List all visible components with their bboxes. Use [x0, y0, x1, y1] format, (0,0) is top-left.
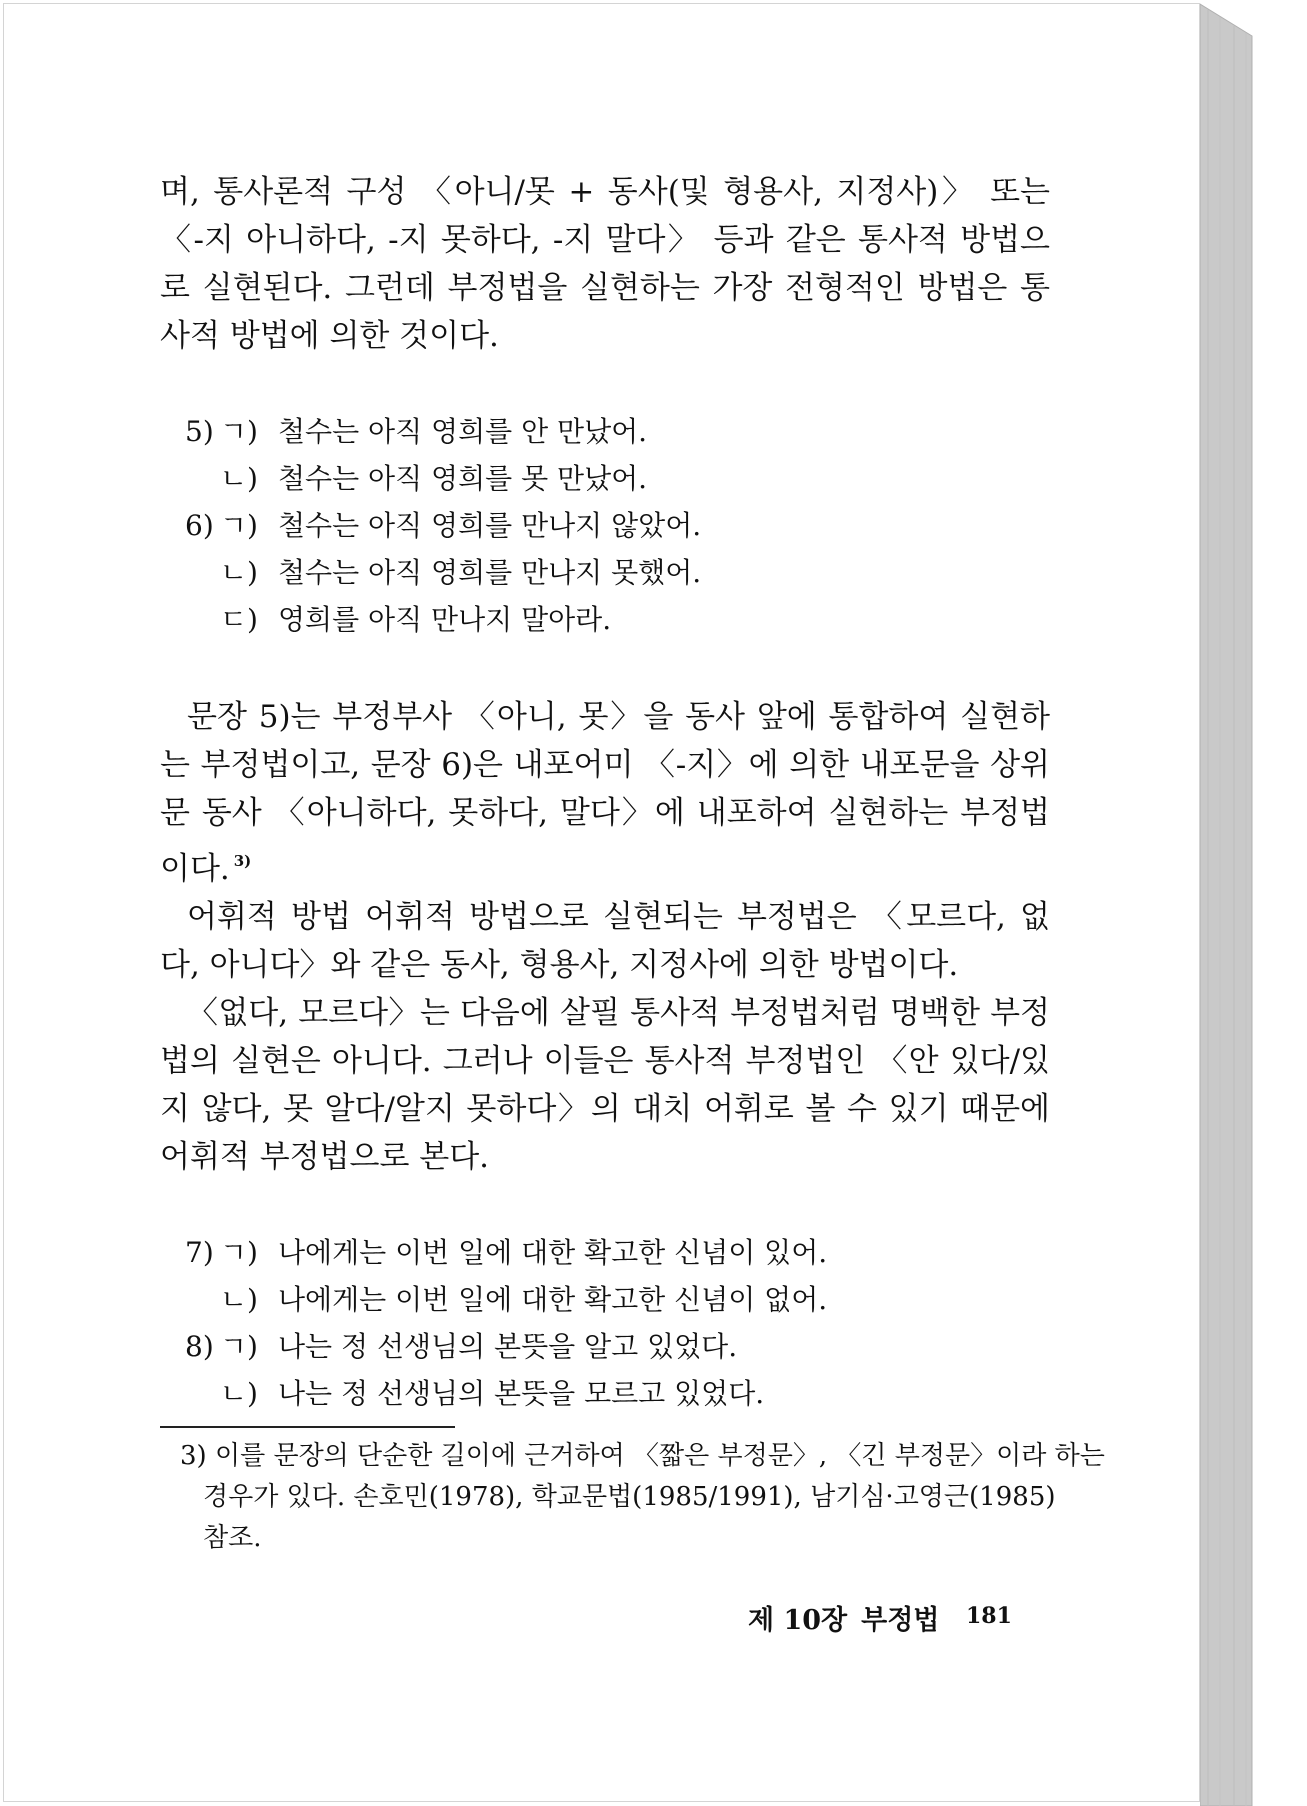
body-text — [160, 168, 1050, 1417]
paragraph-intro: 며, 통사론적 구성 〈아니/못 + 동사(및 형용사, 지정사)〉 또는 〈-지 아니하다, -지 못하다, -지 말다〉 등과 같은 통사적 방법으로 실현된다. 그런데 부정법을 실현하는 가장 전형적인 방법은 통사적 방법에 의한 것이다. — [160, 174, 1050, 354]
example-marker: ㄱ) — [220, 1236, 258, 1269]
example-sentence: 나에게는 이번 일에 대한 확고한 신념이 없어. — [278, 1283, 828, 1316]
paragraph-lexical-negation: 〈없다, 모르다〉는 다음에 살필 통사적 부정법처럼 명백한 부정법의 실현은 아니다. 그러나 이들은 통사적 부정법인 〈안 있다/있지 않다, 못 알다/알지 못하다〉의 대치 어휘로 볼 수 있기 때문에 어휘적 부정법으로 본다. — [160, 995, 1050, 1175]
example-sentence: 철수는 아직 영희를 안 만났어. — [278, 415, 648, 448]
example-list-7-8 — [160, 1229, 1050, 1417]
example-number: 6) — [185, 509, 214, 542]
example-number: 5) — [185, 415, 214, 448]
example-item — [160, 1370, 1050, 1417]
example-marker: ㄴ) — [220, 1377, 258, 1410]
example-number: 7) — [185, 1236, 214, 1269]
running-footer — [748, 1598, 953, 1637]
example-sentence: 나는 정 선생님의 본뜻을 모르고 있었다. — [278, 1377, 765, 1410]
example-number: 8) — [185, 1330, 214, 1363]
example-marker: ㄷ) — [220, 603, 258, 636]
paragraph-text: 문장 5)는 부정부사 〈아니, 못〉을 동사 앞에 통합하여 실현하는 부정법이고, 문장 6)은 내포어미 〈-지〉에 의한 내포문을 상위문 동사 〈아니하다, 못하다, 말다〉에 내포하여 실현하는 부정법이다. — [160, 699, 1050, 887]
example-sentence: 철수는 아직 영희를 만나지 않았어. — [278, 509, 702, 542]
chapter-title: 부정법 — [861, 1605, 940, 1636]
example-item — [160, 1229, 1050, 1276]
example-marker: ㄴ) — [220, 1283, 258, 1316]
footnote-reference[interactable]: 3) — [233, 852, 252, 870]
example-item — [160, 596, 1050, 643]
example-item — [160, 502, 1050, 549]
chapter-number: 제 10장 — [748, 1605, 848, 1636]
example-item — [160, 1323, 1050, 1370]
footnote — [180, 1436, 1105, 1559]
paragraph-syntactic-negation — [160, 693, 1050, 893]
example-item — [160, 1276, 1050, 1323]
example-list-5-6 — [160, 408, 1050, 643]
footnote-line: 3) 이를 문장의 단순한 길이에 근거하여 〈짧은 부정문〉, 〈긴 부정문〉이라 하는 — [180, 1441, 1105, 1471]
example-marker: ㄴ) — [220, 462, 258, 495]
example-marker: ㄱ) — [220, 415, 258, 448]
example-sentence: 철수는 아직 영희를 만나지 못했어. — [278, 556, 702, 589]
footnote-divider — [160, 1426, 455, 1428]
example-sentence: 나에게는 이번 일에 대한 확고한 신념이 있어. — [278, 1236, 828, 1269]
book-page-edge — [1200, 0, 1307, 1806]
example-marker: ㄱ) — [220, 509, 258, 542]
footnote-line: 경우가 있다. 손호민(1978), 학교문법(1985/1991), 남기심·고영근(1985) — [203, 1482, 1056, 1512]
example-item — [160, 549, 1050, 596]
example-marker: ㄴ) — [220, 556, 258, 589]
footnote-line: 참조. — [203, 1523, 262, 1553]
example-sentence: 철수는 아직 영희를 못 만났어. — [278, 462, 648, 495]
example-sentence: 영희를 아직 만나지 말아라. — [278, 603, 612, 636]
example-sentence: 나는 정 선생님의 본뜻을 알고 있었다. — [278, 1330, 738, 1363]
paragraph-lexical-method: 어휘적 방법 어휘적 방법으로 실현되는 부정법은 〈모르다, 없다, 아니다〉와 같은 동사, 형용사, 지정사에 의한 방법이다. — [160, 899, 1050, 983]
example-marker: ㄱ) — [220, 1330, 258, 1363]
example-item — [160, 408, 1050, 455]
example-item — [160, 455, 1050, 502]
page-number: 181 — [966, 1603, 1012, 1629]
